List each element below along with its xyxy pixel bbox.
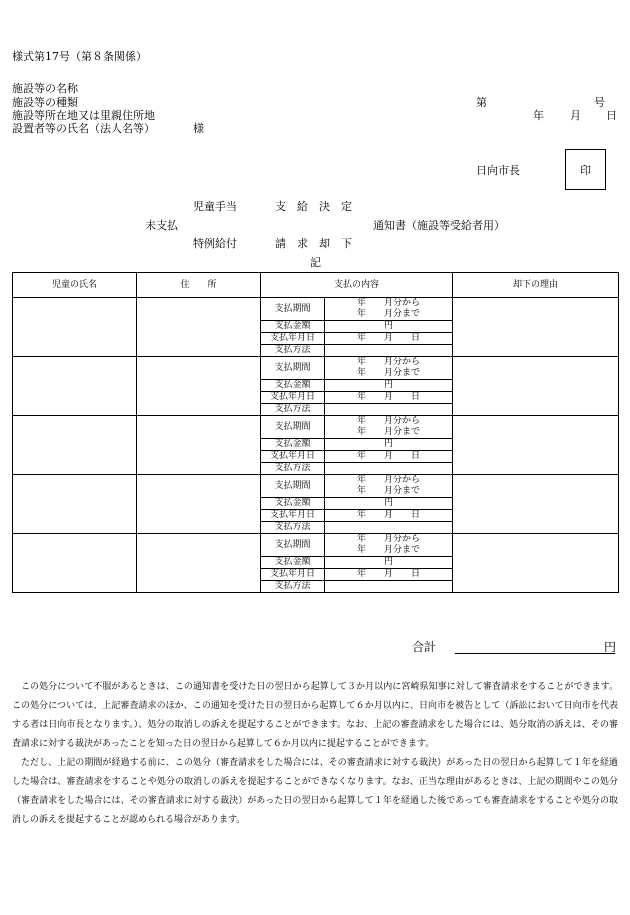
rejection-reason-cell[interactable] (453, 534, 619, 593)
issuer: 日向市長 (476, 164, 520, 177)
method-label: 支払方法 (261, 463, 325, 475)
title-decision: 支 給 決 定 (275, 200, 352, 213)
method-value[interactable] (325, 345, 453, 357)
date-day: 日 (606, 109, 617, 122)
date-value[interactable]: 年 月 日 (325, 451, 453, 463)
date-value[interactable]: 年 月 日 (325, 333, 453, 345)
amount-label: 支払金額 (261, 557, 325, 569)
table-header-row (13, 273, 619, 298)
method-label: 支払方法 (261, 404, 325, 416)
date-label: 支払年月日 (261, 333, 325, 345)
form-number: 様式第17号（第８条関係） (12, 50, 147, 63)
rejection-reason-cell[interactable] (453, 416, 619, 475)
period-value[interactable] (325, 298, 453, 321)
period-to: 年 月分まで (357, 427, 421, 437)
method-value[interactable] (325, 404, 453, 416)
address-cell[interactable] (137, 298, 261, 357)
title-rejection: 請 求 却 下 (275, 237, 352, 250)
method-value[interactable] (325, 463, 453, 475)
date-value[interactable]: 年 月 日 (325, 510, 453, 522)
amount-label: 支払金額 (261, 498, 325, 510)
date-month: 月 (570, 109, 581, 122)
total-label: 合計 (412, 640, 437, 654)
amount-label: 支払金額 (261, 439, 325, 451)
title-unpaid: 未支払 (145, 219, 178, 232)
doc-number-suffix: 号 (594, 96, 605, 109)
period-label: 支払期間 (261, 357, 325, 380)
period-to: 年 月分まで (357, 368, 421, 378)
child-name-cell[interactable] (13, 298, 137, 357)
table-row (13, 298, 619, 321)
facility-type-label: 施設等の種類 (12, 96, 78, 109)
doc-number-prefix: 第 (476, 96, 487, 109)
table-row (13, 357, 619, 380)
method-value[interactable] (325, 522, 453, 534)
amount-value[interactable]: 円 (325, 439, 453, 451)
appeal-note-paragraph: この処分について不服があるときは、この通知書を受けた日の翌日から起算して３か月以内に宮崎県知事に対して審査請求をすることができます。この処分については、上記審査請求のほか、この通知を受けた日の翌日から起算して６か月以内に、日向市を被告として（訴訟において日向市を代表する者は日向市長となります。）、処分の取消しの訴えを提起することができます。なお、上記の審査請求をした場合には、処分取消の訴えは、その審査請求に対する裁決があったことを知った日の翌日から起算して６か月以内に提起することができます。 (12, 682, 618, 749)
facility-name-label: 施設等の名称 (12, 82, 78, 95)
child-name-cell[interactable] (13, 475, 137, 534)
appeal-notes (12, 678, 618, 830)
address-cell[interactable] (137, 357, 261, 416)
date-label: 支払年月日 (261, 569, 325, 581)
method-label: 支払方法 (261, 522, 325, 534)
date-value[interactable]: 年 月 日 (325, 569, 453, 581)
table-row (13, 534, 619, 557)
period-value[interactable] (325, 534, 453, 557)
method-label: 支払方法 (261, 581, 325, 593)
table-row (13, 475, 619, 498)
header-address: 住 所 (137, 273, 261, 298)
address-cell[interactable] (137, 534, 261, 593)
period-to: 年 月分まで (357, 309, 421, 319)
date-label: 支払年月日 (261, 451, 325, 463)
appeal-note-paragraph: ただし、上記の期間が経過する前に、この処分（審査請求をした場合には、その審査請求に対する裁決）があった日の翌日から起算して１年を経過した場合は、審査請求をすることや処分の取消しの訴えを提起することができなくなります。なお、正当な理由があるときは、上記の期間やこの処分（審査請求をした場合には、その審査請求に対する裁決）があった日の翌日から起算して１年を経過した後であっても審査請求をすることや処分の取消しの訴えを提起することが認められる場合があります。 (12, 758, 618, 825)
amount-value[interactable]: 円 (325, 321, 453, 333)
facility-owner-label: 設置者等の氏名（法人名等） (12, 122, 155, 135)
child-name-cell[interactable] (13, 416, 137, 475)
rejection-reason-cell[interactable] (453, 475, 619, 534)
period-from: 年 月分から (357, 416, 421, 426)
period-value[interactable] (325, 416, 453, 439)
table-row (13, 416, 619, 439)
address-cell[interactable] (137, 416, 261, 475)
amount-value[interactable]: 円 (325, 557, 453, 569)
title-child-allowance: 児童手当 (193, 200, 237, 213)
period-value[interactable] (325, 357, 453, 380)
amount-value[interactable]: 円 (325, 498, 453, 510)
period-from: 年 月分から (357, 534, 421, 544)
facility-address-label: 施設等所在地又は里親住所地 (12, 109, 155, 122)
honorific: 様 (193, 122, 204, 135)
amount-label: 支払金額 (261, 380, 325, 392)
title-notice: 通知書（施設等受給者用） (373, 219, 505, 232)
header-payment-content: 支払の内容 (261, 273, 453, 298)
date-year: 年 (533, 109, 544, 122)
title-ki: 記 (310, 256, 321, 269)
seal-box: 印 (565, 149, 606, 190)
title-special: 特例給付 (193, 237, 237, 250)
period-label: 支払期間 (261, 534, 325, 557)
period-label: 支払期間 (261, 298, 325, 321)
period-to: 年 月分まで (357, 486, 421, 496)
rejection-reason-cell[interactable] (453, 357, 619, 416)
period-from: 年 月分から (357, 298, 421, 308)
period-to: 年 月分まで (357, 545, 421, 555)
period-label: 支払期間 (261, 416, 325, 439)
payment-table (12, 272, 619, 593)
child-name-cell[interactable] (13, 357, 137, 416)
method-value[interactable] (325, 581, 453, 593)
period-value[interactable] (325, 475, 453, 498)
amount-label: 支払金額 (261, 321, 325, 333)
address-cell[interactable] (137, 475, 261, 534)
method-label: 支払方法 (261, 345, 325, 357)
date-value[interactable]: 年 月 日 (325, 392, 453, 404)
period-from: 年 月分から (357, 475, 421, 485)
period-label: 支払期間 (261, 475, 325, 498)
period-from: 年 月分から (357, 357, 421, 367)
total-unit: 円 (604, 640, 617, 654)
total-amount-line[interactable] (455, 653, 615, 654)
amount-value[interactable]: 円 (325, 380, 453, 392)
date-label: 支払年月日 (261, 510, 325, 522)
header-rejection-reason: 却下の理由 (453, 273, 619, 298)
rejection-reason-cell[interactable] (453, 298, 619, 357)
date-label: 支払年月日 (261, 392, 325, 404)
header-child-name: 児童の氏名 (13, 273, 137, 298)
child-name-cell[interactable] (13, 534, 137, 593)
